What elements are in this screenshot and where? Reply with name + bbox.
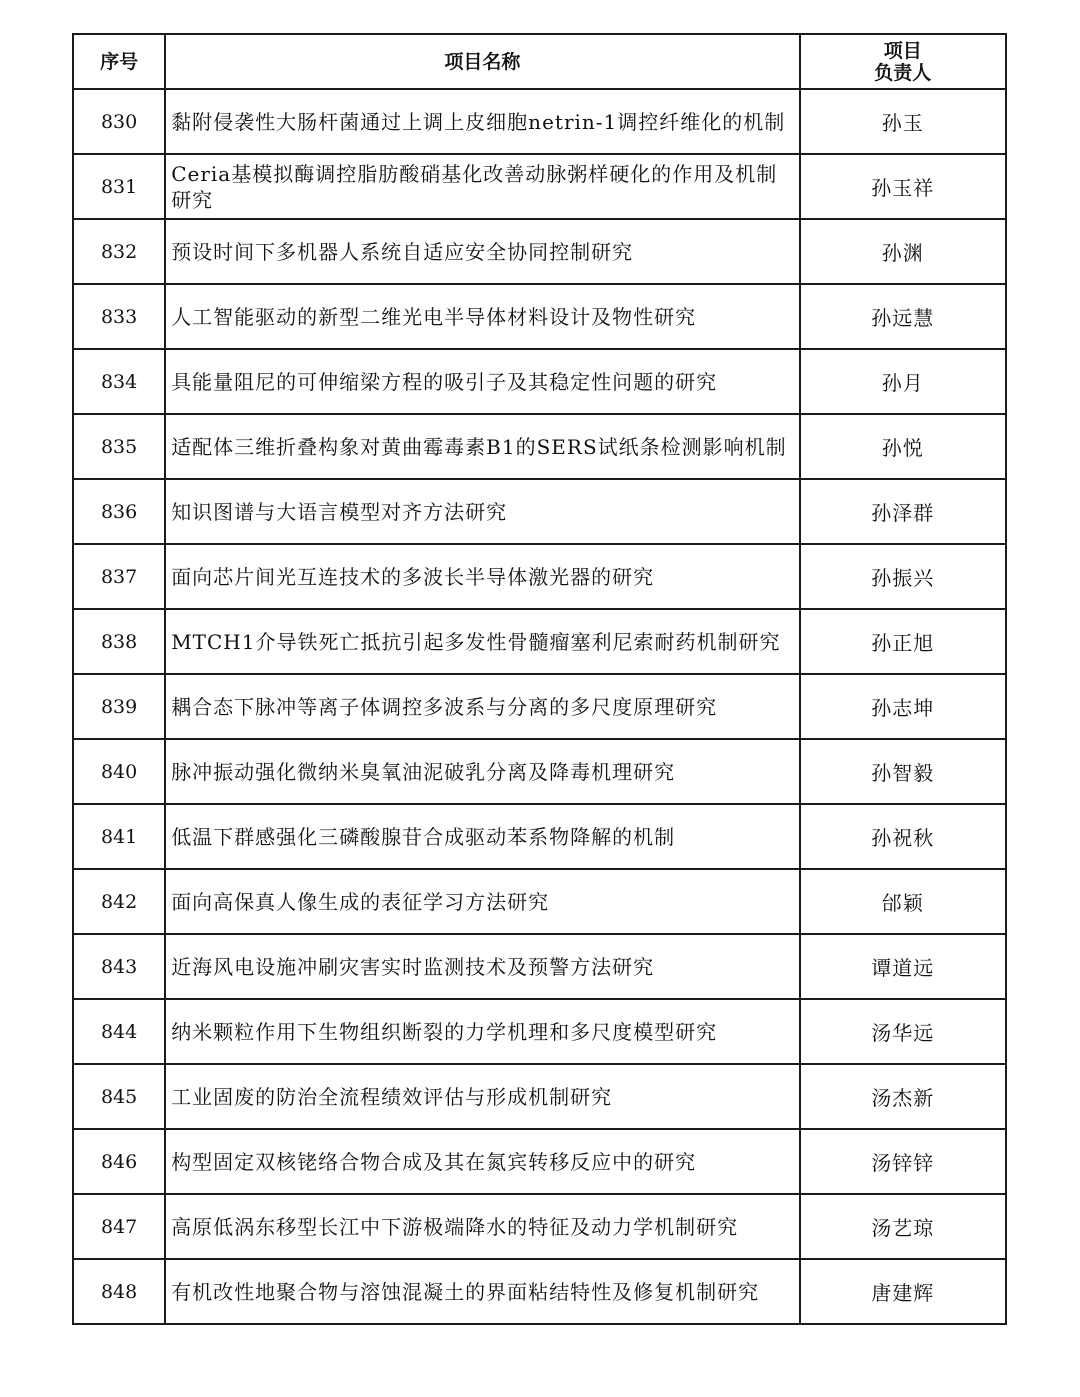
row-number: 835: [73, 414, 165, 479]
row-number: 846: [73, 1129, 165, 1194]
header-project-lead: [800, 34, 1006, 89]
project-name: 人工智能驱动的新型二维光电半导体材料设计及物性研究: [165, 284, 799, 349]
row-number: 834: [73, 349, 165, 414]
project-lead: 孙正旭: [800, 609, 1006, 674]
project-lead: 孙月: [800, 349, 1006, 414]
project-lead: 邰颖: [800, 869, 1006, 934]
project-lead: 孙悦: [800, 414, 1006, 479]
table-row: [73, 219, 1006, 284]
row-number: 843: [73, 934, 165, 999]
project-name: 工业固废的防治全流程绩效评估与形成机制研究: [165, 1064, 799, 1129]
table-row: [73, 154, 1006, 219]
header-project-name: 项目名称: [165, 34, 799, 89]
table-row: [73, 1129, 1006, 1194]
table-row: [73, 544, 1006, 609]
header-lead-line2: 负责人: [874, 61, 932, 84]
project-name: 纳米颗粒作用下生物组织断裂的力学机理和多尺度模型研究: [165, 999, 799, 1064]
project-lead: 孙振兴: [800, 544, 1006, 609]
header-number: 序号: [73, 34, 165, 89]
project-name: 面向芯片间光互连技术的多波长半导体激光器的研究: [165, 544, 799, 609]
row-number: 848: [73, 1259, 165, 1324]
table-row: [73, 869, 1006, 934]
project-name: 近海风电设施冲刷灾害实时监测技术及预警方法研究: [165, 934, 799, 999]
project-lead: 孙志坤: [800, 674, 1006, 739]
row-number: 845: [73, 1064, 165, 1129]
project-name: 黏附侵袭性大肠杆菌通过上调上皮细胞netrin-1调控纤维化的机制: [165, 89, 799, 154]
header-lead-line1: 项目: [883, 39, 922, 62]
project-name: 适配体三维折叠构象对黄曲霉毒素B1的SERS试纸条检测影响机制: [165, 414, 799, 479]
project-table: [72, 33, 1007, 1325]
row-number: 841: [73, 804, 165, 869]
row-number: 831: [73, 154, 165, 219]
table-row: [73, 89, 1006, 154]
project-name: Ceria基模拟酶调控脂肪酸硝基化改善动脉粥样硬化的作用及机制研究: [165, 154, 799, 219]
row-number: 830: [73, 89, 165, 154]
project-lead: 汤华远: [800, 999, 1006, 1064]
project-name: 有机改性地聚合物与溶蚀混凝土的界面粘结特性及修复机制研究: [165, 1259, 799, 1324]
project-lead: 孙泽群: [800, 479, 1006, 544]
project-lead: 汤锌锌: [800, 1129, 1006, 1194]
project-name: MTCH1介导铁死亡抵抗引起多发性骨髓瘤塞利尼索耐药机制研究: [165, 609, 799, 674]
row-number: 833: [73, 284, 165, 349]
table-row: [73, 674, 1006, 739]
table-row: [73, 739, 1006, 804]
row-number: 844: [73, 999, 165, 1064]
table-row: [73, 999, 1006, 1064]
project-name: 具能量阻尼的可伸缩梁方程的吸引子及其稳定性问题的研究: [165, 349, 799, 414]
row-number: 847: [73, 1194, 165, 1259]
table-row: [73, 284, 1006, 349]
table-row: [73, 1064, 1006, 1129]
project-lead: 孙玉祥: [800, 154, 1006, 219]
row-number: 836: [73, 479, 165, 544]
row-number: 840: [73, 739, 165, 804]
table-row: [73, 934, 1006, 999]
table-row: [73, 414, 1006, 479]
header-row: [73, 34, 1006, 89]
table-row: [73, 479, 1006, 544]
project-lead: 孙智毅: [800, 739, 1006, 804]
row-number: 837: [73, 544, 165, 609]
row-number: 842: [73, 869, 165, 934]
project-lead: 汤杰新: [800, 1064, 1006, 1129]
project-name: 低温下群感强化三磷酸腺苷合成驱动苯系物降解的机制: [165, 804, 799, 869]
row-number: 839: [73, 674, 165, 739]
row-number: 832: [73, 219, 165, 284]
project-name: 面向高保真人像生成的表征学习方法研究: [165, 869, 799, 934]
project-lead: 孙祝秋: [800, 804, 1006, 869]
row-number: 838: [73, 609, 165, 674]
table-row: [73, 609, 1006, 674]
table-row: [73, 349, 1006, 414]
project-name: 耦合态下脉冲等离子体调控多波系与分离的多尺度原理研究: [165, 674, 799, 739]
project-lead: 孙远慧: [800, 284, 1006, 349]
project-name: 构型固定双核铑络合物合成及其在氮宾转移反应中的研究: [165, 1129, 799, 1194]
table-row: [73, 1259, 1006, 1324]
project-lead: 孙渊: [800, 219, 1006, 284]
project-name: 预设时间下多机器人系统自适应安全协同控制研究: [165, 219, 799, 284]
project-name: 脉冲振动强化微纳米臭氧油泥破乳分离及降毒机理研究: [165, 739, 799, 804]
project-lead: 谭道远: [800, 934, 1006, 999]
project-name: 高原低涡东移型长江中下游极端降水的特征及动力学机制研究: [165, 1194, 799, 1259]
table-row: [73, 1194, 1006, 1259]
project-lead: 唐建辉: [800, 1259, 1006, 1324]
table-row: [73, 804, 1006, 869]
project-lead: 孙玉: [800, 89, 1006, 154]
project-name: 知识图谱与大语言模型对齐方法研究: [165, 479, 799, 544]
project-lead: 汤艺琼: [800, 1194, 1006, 1259]
